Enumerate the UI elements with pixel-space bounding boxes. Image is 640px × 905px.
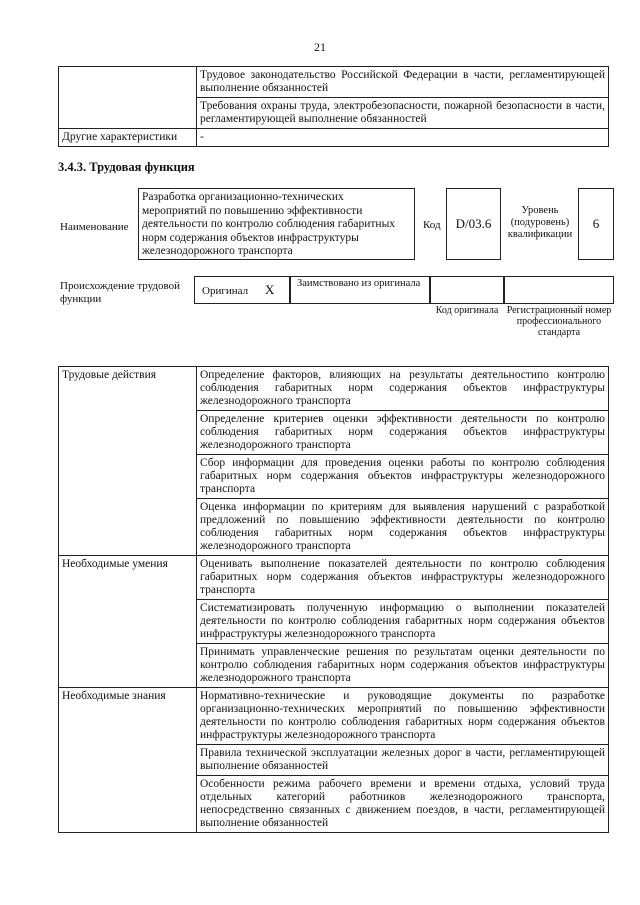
level-value: 6 xyxy=(578,188,614,260)
labor-action-2: Определение критериев оценки эффективности деятельности по контролю соблюдения габаритных норм содержания объектов инфраструктуры железнодорожного транспорта xyxy=(197,411,609,455)
original-label: Оригинал xyxy=(202,285,249,297)
empty-label-cell xyxy=(59,67,197,129)
original-mark: X xyxy=(265,282,275,297)
code-label: Код xyxy=(423,219,441,231)
borrowed-label: Заимствовано из оригинала xyxy=(297,278,421,289)
labor-action-4: Оценка информации по критериям для выявления нарушений с разработкой предложений по повышению эффективности деятельности по контролю соблюдения габаритных норм содержания объектов инфраструктуры железнодорожного транспорта xyxy=(197,499,609,556)
original-cell xyxy=(194,276,290,304)
skill-1: Оценивать выполнение показателей деятельности по контролю соблюдения габаритных норм содержания объектов инфраструктуры железнодорожного транспорта xyxy=(197,556,609,600)
reg-number-cell xyxy=(504,276,614,304)
page-number: 21 xyxy=(314,40,326,54)
borrowed-cell xyxy=(290,276,430,304)
labor-action-1: Определение факторов, влияющих на результаты деятельностипо контролю соблюдения габаритных норм содержания объектов инфраструктуры железнодорожного транспорта xyxy=(197,367,609,411)
code-original-cell xyxy=(430,276,504,304)
name-value: Разработка организационно-технических мероприятий по повышению эффективности деятельности по контролю соблюдения габаритных норм содержания объектов инфраструктуры железнодорожного транспорта xyxy=(138,188,415,260)
skill-3: Принимать управленческие решения по результатам оценки деятельности по контролю соблюдения габаритных норм содержания объектов инфраструктуры железнодорожного транспорта xyxy=(197,644,609,688)
knowledge-1: Нормативно-технические и руководящие документы по разработке организационно-технических мероприятий по повышению эффективности деятельности по контролю соблюдения габаритных норм содержания объектов инфраструктуры железнодорожного транспорта xyxy=(197,688,609,745)
top-characteristics-table xyxy=(58,66,609,147)
code-value: D/03.6 xyxy=(446,188,501,260)
skill-2: Систематизировать полученную информацию о выполнении показателей деятельности по контролю соблюдения габаритных норм содержания объектов инфраструктуры железнодорожного транспорта xyxy=(197,600,609,644)
labor-function-table xyxy=(58,366,609,833)
other-characteristics-label: Другие характеристики xyxy=(59,129,197,147)
skills-label: Необходимые умения xyxy=(59,556,197,688)
labor-actions-label: Трудовые действия xyxy=(59,367,197,556)
top-row-2: Требования охраны труда, электробезопасности, пожарной безопасности в части, регламентирующей выполнение обязанностей xyxy=(197,98,609,129)
knowledge-2: Правила технической эксплуатации железных дорог в части, регламентирующей выполнение обязанностей xyxy=(197,745,609,776)
reg-number-label: Регистрационный номер профессионального стандарта xyxy=(506,305,612,338)
knowledge-label: Необходимые знания xyxy=(59,688,197,833)
knowledge-3: Особенности режима рабочего времени и времени отдыха, условий труда отдельных категорий работников железнодорожного транспорта, непосредственно связанных с движением поездов, в части, регламентирующей выполнение обязанностей xyxy=(197,776,609,833)
other-characteristics-value: - xyxy=(197,129,609,147)
section-title: 3.4.3. Трудовая функция xyxy=(58,160,195,174)
top-row-1: Трудовое законодательство Российской Федерации в части, регламентирующей выполнение обязанностей xyxy=(197,67,609,98)
level-label: Уровень (подуровень) квалификации xyxy=(507,205,573,240)
code-original-label: Код оригинала xyxy=(435,305,499,316)
origin-label: Происхождение трудовой функции xyxy=(60,280,181,305)
labor-action-3: Сбор информации для проведения оценки работы по контролю соблюдения габаритных норм содержания объектов инфраструктуры железнодорожного транспорта xyxy=(197,455,609,499)
name-label: Наименование xyxy=(60,221,129,233)
